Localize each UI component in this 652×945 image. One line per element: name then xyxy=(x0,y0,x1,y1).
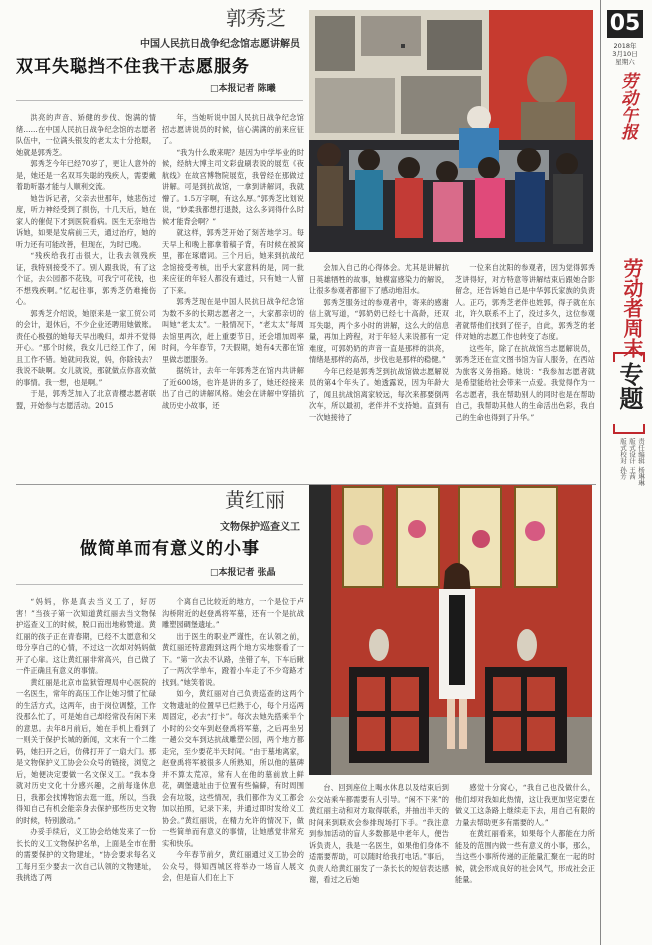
article2-headline: 做简单而有意义的小事 xyxy=(80,539,260,559)
article1-column-2 xyxy=(162,112,304,480)
date-day: 3月10日 xyxy=(612,50,638,58)
a2c2-p4: 今年春节前夕，黄红丽通过义工协会的公众号，得知西城区将举办一场盲人展文会，但是盲人们在上下 xyxy=(162,850,304,882)
article2-name: 黄红丽 xyxy=(225,488,285,512)
a2c1-p1: “妈妈，你是真去当义工了，好厉害！”当孩子第一次知道黄红丽去当文物保护巡查义工的时候，脱口而出地称赞道。黄红丽的孩子正在青春期，已经不太愿意和父母分享自己的心情，不过这一次却对妈妈做开了心扉。这让黄红丽非常高兴，自己做了一件正确且有意义的事情。 xyxy=(16,597,156,675)
a1c2-p3: 就这样，郭秀芝开始了刻苦地学习。每天早上和晚上都拿着稿子背，有时候在被窝里，都在琢磨词。三个月后，她来到抗战纪念馆接受考核，出乎大家意料的是，同一批来应征的年轻人都没有通过，只有她一人留了下来。 xyxy=(162,228,304,295)
a1c1-p3: 她告诉记者，父亲去世那年，她悲伤过度，听力神经受到了损伤，十几天后，她在家人的催促下才到医院看病。医生无奈地告诉她，如果是发病前三天，通过治疗，她的听力还有可能改善，但现在，为时已晚。 xyxy=(16,193,156,249)
a1c1-p2: 郭秀芝今年已经70岁了，更让人意外的是，她还是一名双耳失聪的残疾人，需要戴着助听器才能与人顺利交流。 xyxy=(16,159,156,191)
a1c2-p4: 郭秀芝现在是中国人民抗日战争纪念馆为数不多的长期志愿者之一，大家都亲切的叫她“老太太”。一般情况下，“老太太”每周去馆里两次，赶上重要节日，还会增加周率时间，今年春节，7天假期，她有4天都在馆里做志愿服务。 xyxy=(162,297,304,364)
article1-column-3 xyxy=(309,262,449,480)
section-banner: 专题 xyxy=(615,362,643,410)
article1-headline: 双耳失聪挡不住我干志愿服务 xyxy=(16,57,250,77)
article1-column-4 xyxy=(455,262,595,480)
editor-credits xyxy=(611,438,645,518)
article2-column-3 xyxy=(309,782,449,941)
article2-byline: □本报记者 张晶 xyxy=(210,568,276,578)
page-number: 05 xyxy=(607,10,643,38)
article1-head-rule xyxy=(16,100,303,101)
article2-photo xyxy=(309,485,592,775)
article1-byline: □本报记者 陈曦 xyxy=(210,84,276,94)
issue-date xyxy=(605,42,645,66)
portrait-photo-illustration xyxy=(309,485,592,775)
article2-head-rule xyxy=(16,584,303,585)
a1c1-p6: 于是，郭秀芝加入了北京青樱志愿者联盟，开始参与志愿活动。2015 xyxy=(16,389,156,410)
article1-column-1 xyxy=(16,112,156,480)
credit-editor: 责任编辑 杨琳琳 xyxy=(637,438,645,486)
article2-column-4 xyxy=(455,782,595,941)
museum-photo-illustration xyxy=(309,10,593,252)
article1-photo xyxy=(309,10,593,252)
a1c1-p1: 洪亮的声音、矫健的步伐、饱满的情绪……在中国人民抗日战争纪念馆的志愿者队伍中，一位满头银发的老太太十分抢眼，她就是郭秀芝。 xyxy=(16,113,156,157)
article1-name: 郭秀芝 xyxy=(226,6,286,30)
a2c2-p2: 出于医生的职业严谨性，在认领之前，黄红丽还特意跑到这两个地方实地察看了一下。“第一次去不认路，坐错了车，下车后瞅了一两次学单车，蹬着小车走了不少弯路才找到。”她笑着说。 xyxy=(162,631,304,687)
date-weekday: 星期六 xyxy=(615,58,635,66)
date-year: 2018年 xyxy=(613,42,637,50)
column-banner: 劳动者周末 xyxy=(620,258,644,358)
a2c1-p3: 办妥手续后，义工协会给她发来了一份长长的义工文物保护名单，上面是全市在册的需要保护的文物建址，“协会要求每名义工每月至少要去一次自己认领的文物建址，我挑选了两 xyxy=(16,827,156,882)
a1c3-p3: 今年已经是郭秀芝到抗战馆做志愿解说员的第4个年头了。她透露说，因为年龄大了，闻且抗战馆离家较远，每次来都要倒两次车，所以最初，老伴并不支持她。直到有一次她接待了 xyxy=(309,366,449,422)
a1c4-p1: 一位来自沈阳的参观者，因为觉得郭秀芝讲得好，对方特意等讲解结束后跟她合影留念，还告诉她自己是中华郭氏家族的负责人。正巧，郭秀芝老伴也姓郭，得子就在东北，许久联系不上了，没过多久，这位参观者就帮他们找到了侄子，自此，郭秀芝的老伴对她的志愿工作也转变了态度。 xyxy=(455,263,595,341)
a1c2-p5: 据统计，去年一年郭秀芝在馆内共讲解了近600场，也许是讲的多了，她还经接来出了自己的讲解风格。她会在讲解中穿插抗战历史小故事，还 xyxy=(162,366,304,410)
a2c4-p2: 在黄红丽看来，如果每个人都能在力所能及的范围内做一些有意义的小事，那么，当这些小事所传递的正能量汇聚在一起的时候，就会形成良好的社会风气，形成社会正能量。 xyxy=(455,829,595,884)
a1c2-p1: 年，当她听说中国人民抗日战争纪念馆招志愿讲说员的时候，信心满满的前来应征了。 xyxy=(162,113,304,145)
page-sidebar xyxy=(601,0,652,945)
a1c2-p2: “我为什么敢来呢？是因为中学毕业的时候，经纳大博主司文彩盘刷表说的展览《夜航线》在故宫博物院展览，我曾经在那做过讲解。可是到抗战馆，一拿到讲解词，我就懵了。1.5万字啊，有这么厚。”郭秀芝比划说说，“妙柔我都想打退鼓，这么多词得什么时候才能背会啊？” xyxy=(162,147,304,226)
banner-bracket-bottom xyxy=(613,424,645,434)
a1c3-p2: 郭秀芝服务过的参观者中，寄来的感谢信上就写道，“郭奶奶已经七十高龄，还双耳失聪，两个多小时的讲解，这么大的信息量，再加上跨程，对于年轻人来说都有一定难度，可郭奶奶的声音一直是那样的洪亮，情绪是那样的高昂，步伐也是那样的稳健。” xyxy=(309,297,449,364)
credit-proof: 版式校对 孙芳 xyxy=(619,438,627,480)
a1c4-p2: 这些年，除了在抗战馆当志愿解说员，郭秀芝还在宣文图书馆为盲人服务，在西站为旅客义务指路。她说：“我参加志愿者就是希望能给社会带来一点爱。我觉得作为一名志愿者，我在帮助别人的同时也是在帮助自己，我帮助其他人的生命活出色彩，我自己的生命也得到了升华。” xyxy=(455,343,595,422)
a2c4-p1: 感觉十分窝心，“我自己也没做什么，他们却对我如此热情，这让我更加坚定要在做义工这条路上继续走下去，用自己有限的力量去帮助更多有需要的人。” xyxy=(455,783,595,827)
newspaper-logo: 劳动午报 xyxy=(617,72,637,140)
sidebar-divider xyxy=(600,0,601,945)
banner-bracket-top xyxy=(613,352,645,362)
article2-subtitle: 文物保护巡查义工 xyxy=(220,522,300,533)
a2c3-p1: 台、回到座位上喝水休息以及结束后到公交站乘车都需要有人引导。“闲不下来”的黄红丽主动和对方取得联系，并抽出半天的时间来到联欢会参排现场打下手。“我注意到参加活动的盲人多数都是中老年人，便告诉负责人，我是一名医生，如果他们身体不适需要帮助，可以随时给我打电话。”事后，负责人给黄红丽发了一条长长的短信表达感谢，看过之后她 xyxy=(309,783,449,884)
a2c1-p2: 黄红丽是北京市监狱管理局中心医院的一名医生，常年的高压工作让她习惯了忙碌的生活方式，这两年，由于岗位调整，工作没那么忙了，可是她自己却经常没有闲下来的意思。去年8月前后，她在手机上看到了一则关于保护长城的新闻，文末有一个二维码，她扫开之后，仿佛打开了一扇大门。那是文物保护义工协会公众号的链接，浏览之后，她便决定要做一名文保义工。“我本身就对历史文化十分感兴趣，之前每逢休息日，我都会找博物馆去逛一逛，所以，当我得知自己有机会能亲身去保护那些历史文物的时候，特别激动。” xyxy=(16,677,156,825)
a1c1-p5: 郭秀芝介绍说，她原来是一家工贸公司的会计，退休后，不少企业还聘用她做账。责任心极强的她每天早出晚归，却并不觉得开心。“那个时候，我女儿已经工作了，闲且工作不错。她就问我说，妈，你除钱去？我说不缺啊。女儿就说，那就做点你喜欢做的事情。我一想，也是啊。” xyxy=(16,308,156,387)
a1c1-p4: “残疾给我打击很大，让我去领残疾证，我特别接受不了。别人跟我说，有了这个证，去公园都不花钱，可我宁可花钱，也不想残疾啊。”忆起往事，郭秀芝仍难掩伤心。 xyxy=(16,251,156,306)
article2-column-2 xyxy=(162,596,304,941)
credit-design: 版式设计 王茜 xyxy=(628,438,636,480)
article2-column-1 xyxy=(16,596,156,941)
a2c2-p3: 如今，黄红丽对自己负责巡查的这两个文物遗址的位置早已烂熟于心，每个月巡两周固定，必去“打卡”。每次去她先搭乘半个小时的公交车到赵登禹将军墓，之后再坐另一趟公交车到达抗战雕塑公园，两个地方都走完，至少要花半天时间。“由于墓地离家，赵登禹将军被很多人所熟知，所以他的墓碑并不算太荒凉，常有人在他的墓前放上鲜花，碉堡遗址由于位置有些偏僻，有时周围会有垃圾，这些情况，我们都作为义工都会加以拍照，记录下来，并通过即时发给义工协会。”黄红丽说，在精力允许的情况下，做一些简单而有意义的事情，让她感觉非常充实和快乐。 xyxy=(162,689,304,848)
a2c2-p1: 个离自己比较近的地方，一个是位于卢沟桥附近的赵登禹将军墓，还有一个是抗战雕塑园碉堡遗址。” xyxy=(162,597,304,629)
a1c3-p1: 会加入自己的心得体会。尤其是讲解抗日英雄牺牲的故事，她模富感染力的解说，让很多参观者都留下了感动地泪水。 xyxy=(309,263,449,295)
article1-subtitle: 中国人民抗日战争纪念馆志愿讲解员 xyxy=(140,39,300,50)
